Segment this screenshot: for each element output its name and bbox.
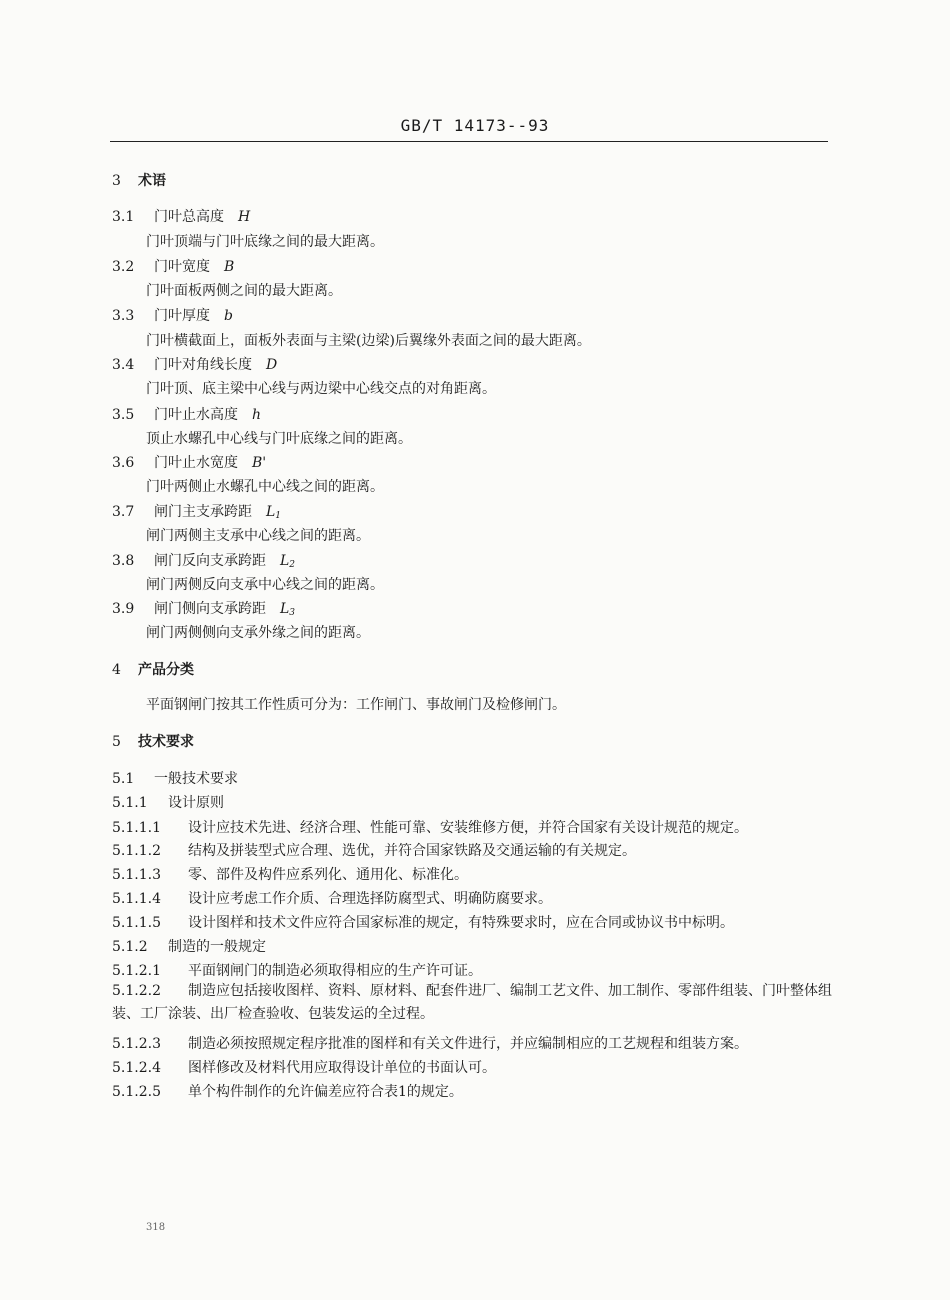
- section-3-heading: [112, 170, 166, 190]
- clause-number: 5.1.2.1: [112, 963, 161, 979]
- clause-text: 平面钢闸门的制造必须取得相应的生产许可证。: [188, 963, 482, 979]
- clause-5-1-2: [112, 936, 266, 956]
- term-name: 门叶止水宽度: [154, 455, 238, 471]
- term-number: 3.4: [112, 357, 135, 373]
- term-3-4-definition: 门叶顶、底主梁中心线与两边梁中心线交点的对角距离。: [146, 381, 496, 397]
- section-title: 技术要求: [138, 734, 194, 750]
- section-title: 术语: [138, 173, 166, 189]
- term-3-7: [112, 501, 281, 521]
- clause-number: 5.1.1: [112, 795, 148, 811]
- term-3-3-definition: 门叶横截面上，面板外表面与主梁(边梁)后翼缘外表面之间的最大距离。: [146, 333, 591, 349]
- term-number: 3.6: [112, 455, 135, 471]
- clause-number: 5.1.1.4: [112, 891, 161, 907]
- clause-5-1-1-1: [112, 817, 748, 837]
- section-number: 4: [112, 662, 121, 678]
- term-number: 3.8: [112, 553, 135, 569]
- term-name: 闸门侧向支承跨距: [154, 601, 266, 617]
- clause-5-1-1-3: [112, 864, 468, 884]
- clause-number: 5.1: [112, 771, 135, 787]
- term-3-1-definition: 门叶顶端与门叶底缘之间的最大距离。: [146, 234, 384, 250]
- clause-5-1-1-4: [112, 888, 552, 908]
- term-3-1: [112, 206, 250, 226]
- term-symbol: L: [280, 553, 290, 569]
- section-4-text: 平面钢闸门按其工作性质可分为：工作闸门、事故闸门及检修闸门。: [146, 697, 566, 713]
- clause-text: 一般技术要求: [154, 771, 238, 787]
- clause-5-1-2-4: [112, 1057, 496, 1077]
- term-3-6-definition: 门叶两侧止水螺孔中心线之间的距离。: [146, 479, 384, 495]
- clause-number: 5.1.1.3: [112, 867, 161, 883]
- clause-number: 5.1.1.2: [112, 843, 161, 859]
- section-title: 产品分类: [138, 662, 194, 678]
- term-3-3: [112, 305, 233, 325]
- term-symbol: D: [266, 357, 278, 373]
- clause-number: 5.1.1.1: [112, 820, 161, 836]
- clause-number: 5.1.2.4: [112, 1060, 161, 1076]
- clause-5-1-2-5: [112, 1081, 463, 1101]
- clause-5-1-1: [112, 792, 224, 812]
- term-symbol: H: [238, 209, 251, 225]
- clause-5-1-1-5: [112, 912, 734, 932]
- term-number: 3.7: [112, 504, 135, 520]
- clause-5-1-1-2: [112, 840, 636, 860]
- term-name: 门叶厚度: [154, 308, 210, 324]
- term-symbol: B': [252, 455, 267, 471]
- term-number: 3.2: [112, 259, 135, 275]
- term-3-9: [112, 598, 295, 618]
- clause-text: 结构及拼装型式应合理、选优，并符合国家铁路及交通运输的有关规定。: [188, 843, 636, 859]
- term-symbol-subscript: 2: [289, 560, 296, 570]
- clause-text: 设计原则: [168, 795, 224, 811]
- clause-text: 制造应包括接收图样、资料、原材料、配套件进厂、编制工艺文件、加工制作、零部件组装、门叶整体组装、工厂涂装、出厂检查验收、包装发运的全过程。: [112, 983, 832, 1022]
- clause-text: 零、部件及构件应系列化、通用化、标准化。: [188, 867, 468, 883]
- clause-text: 图样修改及材料代用应取得设计单位的书面认可。: [188, 1060, 496, 1076]
- term-3-2-definition: 门叶面板两侧之间的最大距离。: [146, 283, 342, 299]
- term-number: 3.5: [112, 407, 135, 423]
- term-symbol: L: [266, 504, 276, 520]
- term-3-8-definition: 闸门两侧反向支承中心线之间的距离。: [146, 577, 384, 593]
- section-5-heading: [112, 731, 194, 751]
- term-3-5-definition: 顶止水螺孔中心线与门叶底缘之间的距离。: [146, 431, 412, 447]
- page-number: 318: [146, 1222, 166, 1233]
- term-3-2: [112, 256, 234, 276]
- term-symbol: b: [224, 308, 233, 324]
- term-3-4: [112, 354, 277, 374]
- term-3-9-definition: 闸门两侧侧向支承外缘之间的距离。: [146, 625, 370, 641]
- clause-5-1-2-3: [112, 1033, 748, 1053]
- term-3-7-definition: 闸门两侧主支承中心线之间的距离。: [146, 528, 370, 544]
- clause-5-1-2-1: [112, 960, 482, 980]
- section-4-heading: [112, 659, 194, 679]
- term-name: 闸门反向支承跨距: [154, 553, 266, 569]
- clause-text: 设计应考虑工作介质、合理选择防腐型式、明确防腐要求。: [188, 891, 552, 907]
- term-number: 3.3: [112, 308, 135, 324]
- clause-5-1-2-2: [112, 980, 832, 1026]
- term-symbol: L: [280, 601, 290, 617]
- term-name: 门叶对角线长度: [154, 357, 252, 373]
- clause-5-1: [112, 768, 238, 788]
- clause-number: 5.1.1.5: [112, 915, 161, 931]
- term-symbol: B: [224, 259, 235, 275]
- term-name: 闸门主支承跨距: [154, 504, 252, 520]
- clause-number: 5.1.2.2: [112, 983, 161, 999]
- clause-text: 制造的一般规定: [168, 939, 266, 955]
- term-3-8: [112, 550, 295, 570]
- clause-text: 设计图样和技术文件应符合国家标准的规定，有特殊要求时，应在合同或协议书中标明。: [188, 915, 734, 931]
- term-number: 3.9: [112, 601, 135, 617]
- term-name: 门叶总高度: [154, 209, 224, 225]
- term-symbol-subscript: 3: [289, 608, 296, 618]
- clause-text: 设计应技术先进、经济合理、性能可靠、安装维修方便，并符合国家有关设计规范的规定。: [188, 820, 748, 836]
- clause-number: 5.1.2.3: [112, 1036, 161, 1052]
- term-3-5: [112, 404, 261, 424]
- term-symbol-subscript: 1: [275, 511, 282, 521]
- term-3-6: [112, 452, 266, 472]
- term-name: 门叶宽度: [154, 259, 210, 275]
- term-number: 3.1: [112, 209, 135, 225]
- clause-number: 5.1.2: [112, 939, 148, 955]
- section-number: 5: [112, 734, 121, 750]
- standard-code: GB/T 14173--93: [400, 116, 550, 135]
- term-name: 门叶止水高度: [154, 407, 238, 423]
- clause-number: 5.1.2.5: [112, 1084, 161, 1100]
- section-number: 3: [112, 173, 121, 189]
- term-symbol: h: [252, 407, 262, 423]
- clause-text: 制造必须按照规定程序批准的图样和有关文件进行，并应编制相应的工艺规程和组装方案。: [188, 1036, 748, 1052]
- clause-text: 单个构件制作的允许偏差应符合表1的规定。: [188, 1084, 463, 1100]
